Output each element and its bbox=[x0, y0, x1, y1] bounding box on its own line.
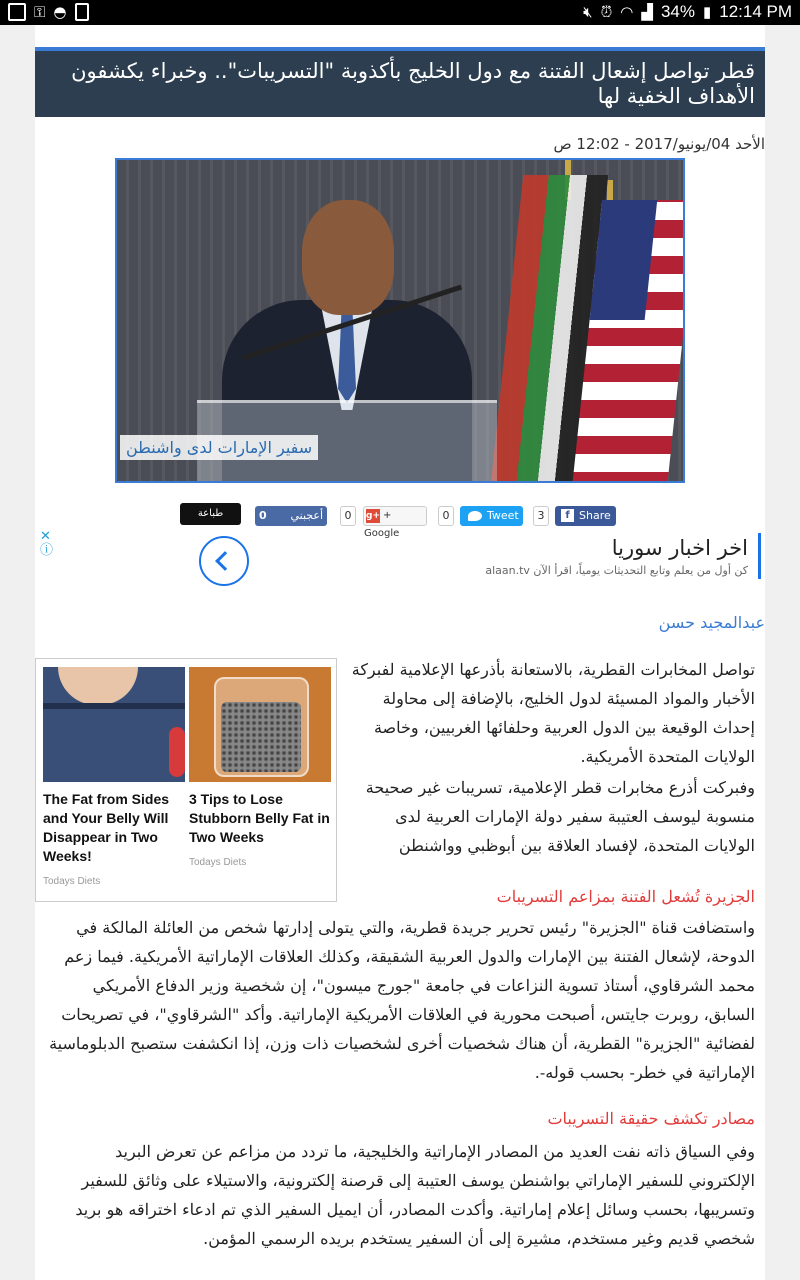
article-headline: قطر تواصل إشعال الفتنة مع دول الخليج بأكذوبة "التسريبات".. وخبراء يكشفون الأهداف الخفية لها bbox=[71, 59, 755, 108]
mute-icon: 🔇︎ bbox=[583, 3, 593, 21]
share-bar bbox=[180, 503, 630, 539]
google-plus-icon: g+ bbox=[366, 511, 380, 521]
facebook-share-label: Share bbox=[579, 509, 611, 522]
signal-icon: ▟ bbox=[641, 4, 653, 21]
battery-percent: 34% bbox=[660, 2, 695, 21]
like-button[interactable] bbox=[255, 506, 327, 526]
section-heading: الجزيرة تُشعل الفتنة بمزاعم التسريبات bbox=[496, 887, 755, 906]
print-button[interactable]: طباعة bbox=[180, 503, 241, 525]
ad-controls bbox=[40, 530, 53, 558]
gplus-count: 0 bbox=[340, 506, 356, 526]
ad-close-icon[interactable]: ✕ bbox=[40, 529, 51, 544]
article-page bbox=[35, 25, 765, 1280]
tweet-button[interactable] bbox=[460, 506, 523, 526]
card-thumbnail[interactable] bbox=[189, 667, 331, 782]
google-plus-label: + Google bbox=[364, 510, 400, 539]
ad-open-button[interactable] bbox=[199, 536, 249, 586]
clock: 12:14 PM bbox=[719, 2, 792, 21]
notification-icons bbox=[8, 3, 89, 21]
sponsored-card[interactable] bbox=[43, 667, 185, 887]
image-caption: سفير الإمارات لدى واشنطن bbox=[120, 435, 318, 460]
article-author[interactable]: عبدالمجيد حسن bbox=[658, 613, 765, 632]
tweet-label: Tweet bbox=[487, 509, 519, 522]
sponsored-widget bbox=[35, 658, 337, 902]
ad-banner[interactable] bbox=[195, 533, 765, 593]
article-photo[interactable] bbox=[115, 158, 685, 483]
thumb-seeds bbox=[221, 702, 301, 772]
twitter-icon bbox=[468, 511, 482, 521]
flag-canton bbox=[590, 200, 658, 320]
article-paragraph: وفبركت أذرع مخابرات قطر الإعلامية، تسريبات غير صحيحة منسوبة ليوسف العتيبة سفير دولة الإمارات العربية لدى الولايات المتحدة، لإفساد العلاقة بين أبوظبي وواشنطن bbox=[365, 778, 755, 855]
chevron-left-icon bbox=[215, 551, 235, 571]
ad-title: اخر اخبار سوريا bbox=[611, 536, 748, 560]
google-plus-button[interactable] bbox=[363, 506, 427, 539]
battery-icon: ▮ bbox=[702, 4, 712, 21]
incognito-icon: ◓ bbox=[53, 3, 67, 21]
facebook-share-button[interactable] bbox=[555, 506, 616, 526]
article-date: الأحد 04/يونيو/2017 - 12:02 ص bbox=[553, 135, 765, 153]
facebook-icon: f bbox=[561, 509, 574, 522]
like-label: أعجبني bbox=[290, 509, 323, 522]
section-heading: مصادر تكشف حقيقة التسريبات bbox=[547, 1109, 755, 1128]
article-paragraph: واستضافت قناة "الجزيرة" رئيس تحرير جريدة قطرية، والتي يتولى إدارتها شخص من العائلة المالكة في الدوحة، لإشعال الفتنة بين الإمارات والدول العربية الشقيقة، وكذلك العلاقات الإماراتية الأمريكية. فيما زعم محمد الشرقاوي، أستاذ تسوية النزاعات في جامعة "جورج ميسون"، إن شخصية وزير الدفاع الأمريكي السابق، روبرت جايتس، أصبحت محورية في العلاقات الأمريكية الإماراتية. وأكد "الشرقاوي"، في تصريحات لفضائية "الجزيرة" القطرية، أن هناك شخصيات أخرى لشخصيات ذات وزن، إذا انكشفت ستصبح الدبلوماسية الإماراتية في خطر- بحسب قوله-. bbox=[49, 918, 755, 1082]
ad-subtitle: كن أول من يعلم وتابع التحديثات يومياً، اقرأ الآن alaan.tv bbox=[485, 564, 748, 577]
article-paragraph: وفي السياق ذاته نفت العديد من المصادر الإماراتية والخليجية، ما تردد من مزاعم عن تعرض البريد الإلكتروني للسفير الإماراتي بواشنطن يوسف العتيبة إلى قرصنة إلكترونية، والاستيلاء على وثائق للسفير وتسريبها، بحسب وسائل إعلام إماراتية. وأكدت المصادر، أن ايميل السفير الذي تم ادعاء اختراقه هو بريد شخصي قديم وغير مستخدم، مشيرة إلى أن السفير يستخدم بريده الرسمي المؤمن. bbox=[75, 1142, 755, 1248]
system-icons bbox=[583, 2, 792, 22]
thumb-belt bbox=[43, 703, 185, 709]
facebook-count: 3 bbox=[533, 506, 549, 526]
ad-text bbox=[361, 533, 761, 579]
card-title[interactable]: The Fat from Sides and Your Belly Will Disappear in Two Weeks! bbox=[43, 791, 170, 864]
alarm-icon: ⏰︎ bbox=[600, 3, 613, 21]
ad-info-icon[interactable]: ⓘ bbox=[40, 543, 54, 558]
thumb-accent bbox=[169, 727, 185, 777]
article-paragraph: تواصل المخابرات القطرية، بالاستعانة بأذرعها الإعلامية لفبركة الأخبار والمواد المسيئة لدول الخليج، بالإضافة إلى محاولة إحداث الوقيعة بين الدول العربية وحلفائها الغربيين، وخاصة الولايات المتحدة الأمريكية. bbox=[351, 660, 755, 766]
edit-icon bbox=[75, 3, 89, 21]
sponsored-card[interactable] bbox=[189, 667, 331, 868]
wifi-icon: ◠ bbox=[620, 4, 634, 21]
tweet-count: 0 bbox=[438, 506, 454, 526]
card-source: Todays Diets bbox=[43, 876, 101, 887]
image-icon bbox=[8, 3, 26, 21]
head bbox=[302, 200, 394, 315]
headline-banner bbox=[35, 51, 765, 117]
card-title[interactable]: 3 Tips to Lose Stubborn Belly Fat in Two Weeks bbox=[189, 791, 330, 845]
status-bar bbox=[0, 0, 800, 25]
key-icon: ⚿ bbox=[34, 3, 46, 21]
card-source: Todays Diets bbox=[189, 857, 247, 868]
like-count: 0 bbox=[259, 509, 267, 522]
thumb-skin bbox=[58, 667, 138, 705]
card-thumbnail[interactable] bbox=[43, 667, 185, 782]
